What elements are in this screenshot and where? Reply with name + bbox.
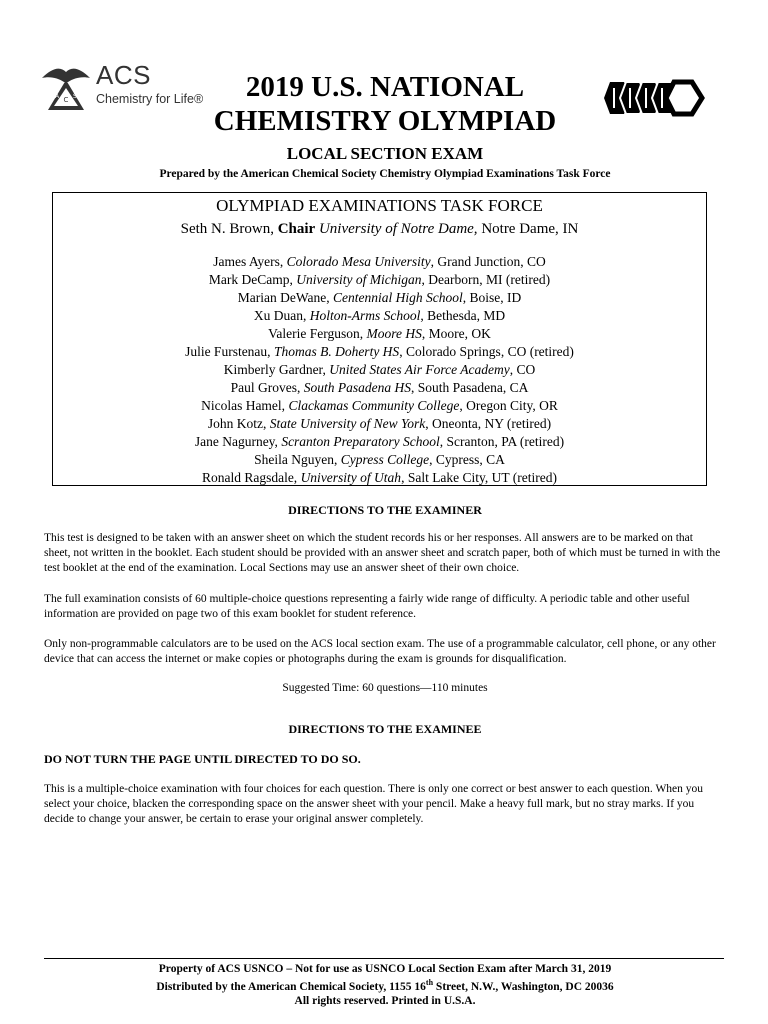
footer-line-3: All rights reserved. Printed in U.S.A. — [294, 994, 476, 1007]
logo-tagline: Chemistry for Life® — [96, 92, 204, 106]
task-force-members — [53, 253, 706, 487]
task-force-member: Julie Furstenau, Thomas B. Doherty HS, Colorado Springs, CO (retired) — [185, 344, 574, 359]
task-force-member: John Kotz, State University of New York, Oneonta, NY (retired) — [207, 416, 552, 431]
exam-subtitle: LOCAL SECTION EXAM — [286, 144, 484, 163]
task-force-heading: OLYMPIAD EXAMINATIONS TASK FORCE — [216, 196, 543, 215]
page-title — [190, 70, 580, 138]
task-force-member: Sheila Nguyen, Cypress College, Cypress, CA — [254, 452, 505, 467]
svg-text:A: A — [55, 93, 60, 100]
svg-text:S: S — [73, 93, 77, 100]
footer-divider — [44, 958, 724, 959]
footer-line-1: Property of ACS USNCO – Not for use as USNCO Local Section Exam after March 31, 2019 — [158, 963, 612, 975]
title-line-1: 2019 U.S. NATIONAL — [245, 71, 525, 103]
olympiad-logo-icon — [602, 78, 707, 118]
task-force-member: Marian DeWane, Centennial High School, Boise, ID — [237, 290, 522, 305]
chair-role: Chair — [277, 221, 316, 237]
examiner-paragraph-1: This test is designed to be taken with an answer sheet on which the student records his or her responses. All answers are to be marked on that sheet, not written in the booklet. Each student should be provided with an answer sheet and scratch paper, both of which must be turned in with the test booklet at the end of the examination. Local Sections may use an answer sheet of their own choice. — [44, 532, 721, 574]
footer — [40, 962, 730, 1008]
task-force-member: Xu Duan, Holton-Arms School, Bethesda, MD — [253, 308, 506, 323]
task-force-member: Nicolas Hamel, Clackamas Community College, Oregon City, OR — [201, 398, 558, 413]
task-force-box — [52, 192, 707, 486]
chair-institution: University of Notre Dame, — [318, 221, 478, 237]
task-force-member: Paul Groves, South Pasadena HS, South Pasadena, CA — [230, 380, 529, 395]
task-force-member: James Ayers, Colorado Mesa University, Grand Junction, CO — [213, 254, 546, 269]
acs-logo — [38, 58, 210, 118]
chair-name: Seth N. Brown, — [180, 221, 278, 237]
suggested-time: Suggested Time: 60 questions—110 minutes — [282, 682, 488, 694]
task-force-member: Valerie Ferguson, Moore HS, Moore, OK — [268, 326, 491, 341]
svg-text:C: C — [63, 96, 69, 104]
task-force-member: Jane Nagurney, Scranton Preparatory School, Scranton, PA (retired) — [194, 434, 565, 449]
examiner-paragraph-2: The full examination consists of 60 multiple-choice questions representing a fairly wide range of difficulty. A periodic table and other useful information are provided on page two of this exam booklet for student reference. — [44, 593, 690, 620]
examiner-paragraph-3: Only non-programmable calculators are to be used on the ACS local section exam. The use of a programmable calculator, cell phone, or any other device that can access the internet or make copies or photographs during the exam is grounds for disqualification. — [44, 638, 716, 665]
examinee-paragraph-1: This is a multiple-choice examination with four choices for each question. There is only one correct or best answer to each question. When you select your choice, blacken the corresponding space on the answer sheet with your pencil. Make a heavy full mark, but no stray marks. If you decide to change your answer, be certain to erase your original answer completely. — [44, 783, 704, 825]
task-force-member: Mark DeCamp, University of Michigan, Dearborn, MI (retired) — [208, 272, 551, 287]
prepared-by-line: Prepared by the American Chemical Society Chemistry Olympiad Examinations Task Force — [159, 168, 611, 180]
footer-line-2: Distributed by the American Chemical Society, 1155 16th Street, N.W., Washington, DC 20036 — [156, 978, 614, 993]
task-force-member: Kimberly Gardner, United States Air Force Academy, CO — [223, 362, 536, 377]
task-force-member: Ronald Ragsdale, University of Utah, Salt Lake City, UT (retired) — [201, 470, 558, 485]
chair-location: Notre Dame, IN — [477, 221, 579, 237]
title-line-2: CHEMISTRY OLYMPIAD — [213, 105, 557, 137]
acs-seal-icon — [38, 58, 94, 118]
examinee-heading: DIRECTIONS TO THE EXAMINEE — [288, 722, 482, 736]
logo-acs-text: ACS — [96, 60, 151, 90]
do-not-turn-warning: DO NOT TURN THE PAGE UNTIL DIRECTED TO DO SO. — [44, 752, 361, 766]
task-force-chair — [53, 221, 706, 238]
examiner-heading: DIRECTIONS TO THE EXAMINER — [288, 503, 482, 517]
